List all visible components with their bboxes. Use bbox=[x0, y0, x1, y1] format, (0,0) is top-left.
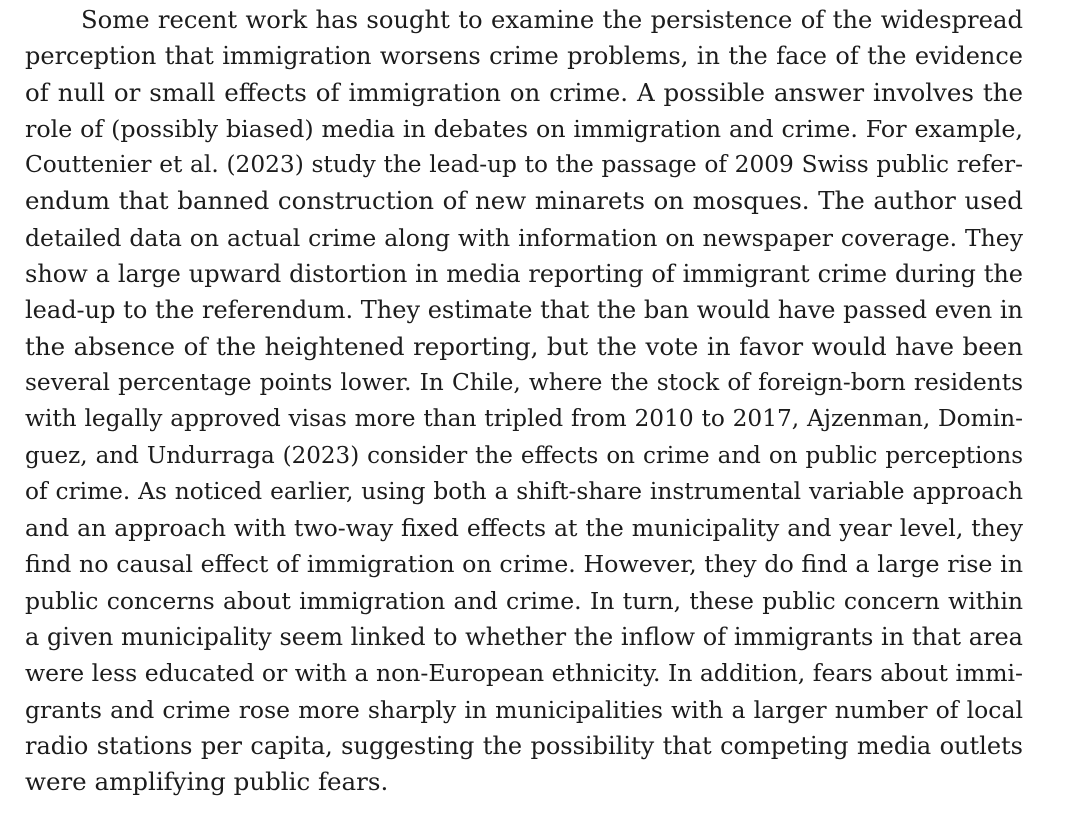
paragraph-line: radio stations per capita, suggesting the possibility that competing media outlets bbox=[25, 731, 1023, 760]
paragraph-line: the absence of the heightened reporting, but the vote in favor would have been bbox=[25, 331, 1023, 361]
paragraph-line: lead-up to the referendum. They estimate that the ban would have passed even in bbox=[25, 296, 1023, 325]
paragraph-line: were less educated or with a non-European ethnicity. In addition, fears about immi- bbox=[25, 659, 1023, 688]
paragraph-line: of null or small effects of immigration on crime. A possible answer involves the bbox=[25, 77, 1023, 107]
paragraph-line: Couttenier et al. (2023) study the lead-up to the passage of 2009 Swiss public refer- bbox=[25, 151, 1023, 179]
paragraph-line: detailed data on actual crime along with information on newspaper coverage. They bbox=[25, 223, 1023, 252]
paragraph-line: with legally approved visas more than tripled from 2010 to 2017, Ajzenman, Domin- bbox=[25, 405, 1023, 433]
paragraph-line: public concerns about immigration and crime. In turn, these public concern within bbox=[25, 586, 1023, 615]
paragraph-line: guez, and Undurraga (2023) consider the effects on crime and on public perceptions bbox=[25, 442, 1023, 469]
paragraph-line: a given municipality seem linked to whether the inflow of immigrants in that area bbox=[25, 623, 1023, 652]
body-paragraph bbox=[25, 2, 1023, 801]
paragraph-line: show a large upward distortion in media reporting of immigrant crime during the bbox=[25, 260, 1023, 289]
paragraph-line: find no causal effect of immigration on crime. However, they do find a large rise in bbox=[25, 550, 1023, 579]
paragraph-line: and an approach with two-way fixed effects at the municipality and year level, they bbox=[25, 514, 1023, 543]
paragraph-line: were amplifying public fears. bbox=[25, 767, 389, 797]
paragraph-line: endum that banned construction of new minarets on mosques. The author used bbox=[25, 186, 1023, 216]
paragraph-line: of crime. As noticed earlier, using both a shift-share instrumental variable approach bbox=[25, 477, 1023, 505]
paragraph-line: role of (possibly biased) media in debates on immigration and crime. For example, bbox=[25, 114, 1023, 143]
paragraph-line: Some recent work has sought to examine the persistence of the widespread bbox=[81, 5, 1023, 34]
paragraph-line: grants and crime rose more sharply in municipalities with a larger number of local bbox=[25, 695, 1023, 724]
paragraph-line: several percentage points lower. In Chile, where the stock of foreign-born residents bbox=[25, 368, 1023, 396]
paragraph-line: perception that immigration worsens crime problems, in the face of the evidence bbox=[25, 42, 1023, 71]
